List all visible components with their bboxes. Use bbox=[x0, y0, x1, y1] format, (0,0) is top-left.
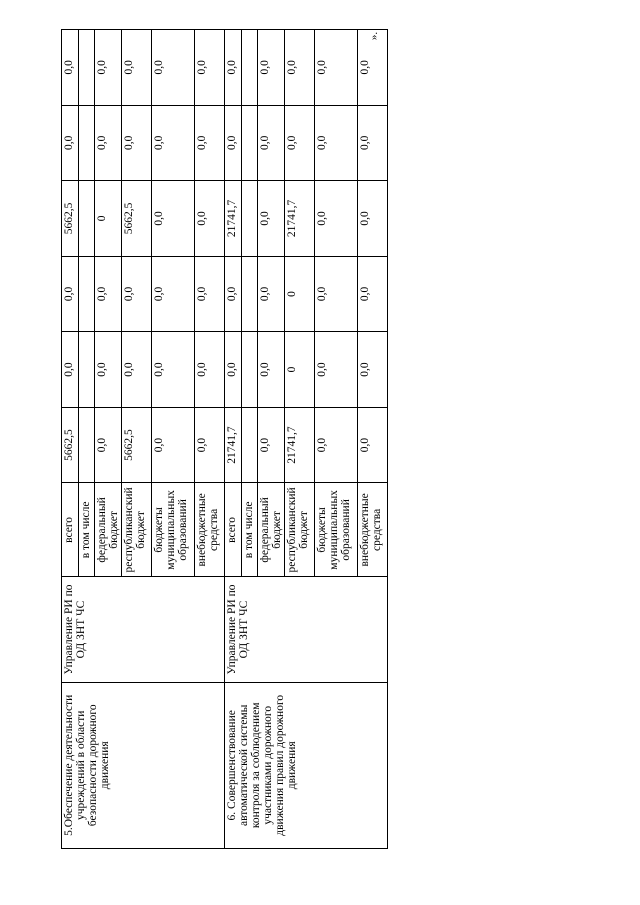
value-cell: 0,0 bbox=[315, 256, 358, 332]
value-cell: 0,0 bbox=[258, 407, 285, 483]
activity-name: 5.Обеспечение деятельности учреждений в области безопасности дорожного движения bbox=[62, 682, 225, 848]
value-cell: 0,0 bbox=[258, 181, 285, 257]
value-cell: 21741,7 bbox=[285, 181, 315, 257]
value-cell: 0,0 bbox=[195, 30, 225, 106]
value-cell: 0,0 bbox=[122, 105, 152, 181]
activity-executor: Управление РИ по ОД ЗНТ ЧС bbox=[62, 577, 225, 682]
value-cell bbox=[242, 256, 258, 332]
value-cell bbox=[242, 407, 258, 483]
value-cell: 0,0 bbox=[152, 256, 195, 332]
table-row bbox=[225, 30, 242, 849]
activity-name: 6. Совершенствование автоматической системы контроля за соблюдением участниками дорожного движения правил дорожного движения bbox=[225, 682, 388, 848]
source-federal-label: федеральный бюджет bbox=[95, 483, 122, 577]
value-cell: 0,0 bbox=[152, 30, 195, 106]
value-cell: 0,0 bbox=[152, 181, 195, 257]
value-cell: 0,0 bbox=[152, 105, 195, 181]
value-cell: 0,0 bbox=[122, 332, 152, 408]
value-cell: 0,0 bbox=[315, 105, 358, 181]
value-cell: 0,0 bbox=[258, 30, 285, 106]
value-cell: 0,0 bbox=[62, 30, 79, 106]
value-cell: 0,0 bbox=[62, 256, 79, 332]
value-cell: 0,0 bbox=[195, 181, 225, 257]
value-cell: 0,0 bbox=[152, 332, 195, 408]
value-cell: 5662,5 bbox=[62, 407, 79, 483]
value-cell: 21741,7 bbox=[225, 407, 242, 483]
closing-quote-mark: ». bbox=[368, 31, 381, 41]
source-republican-label: республиканский бюджет bbox=[122, 483, 152, 577]
value-cell: 0,0 bbox=[315, 407, 358, 483]
value-cell: 0,0 bbox=[95, 30, 122, 106]
activity-executor: Управление РИ по ОД ЗНТ ЧС bbox=[225, 577, 388, 682]
value-cell bbox=[242, 105, 258, 181]
value-cell bbox=[242, 30, 258, 106]
value-cell: 0,0 bbox=[358, 256, 388, 332]
source-including-label: в том числе bbox=[242, 483, 258, 577]
value-cell: 0,0 bbox=[285, 105, 315, 181]
value-cell: 0,0 bbox=[258, 332, 285, 408]
source-extra-label: внебюджетные средства bbox=[195, 483, 225, 577]
value-cell: 0 bbox=[285, 256, 315, 332]
value-cell bbox=[79, 256, 95, 332]
source-municipal-label: бюджеты муниципальных образований bbox=[315, 483, 358, 577]
value-cell: 0,0 bbox=[95, 332, 122, 408]
value-cell: 5662,5 bbox=[122, 407, 152, 483]
source-total-label: всего bbox=[62, 483, 79, 577]
value-cell: 0,0 bbox=[358, 30, 388, 106]
value-cell: 0,0 bbox=[95, 256, 122, 332]
value-cell: 21741,7 bbox=[285, 407, 315, 483]
value-cell: 0,0 bbox=[195, 407, 225, 483]
value-cell: 0,0 bbox=[95, 105, 122, 181]
value-cell: 0,0 bbox=[225, 30, 242, 106]
value-cell: 0,0 bbox=[62, 105, 79, 181]
value-cell: 0,0 bbox=[225, 332, 242, 408]
value-cell: 0,0 bbox=[258, 105, 285, 181]
source-extra-label: внебюджетные средства bbox=[358, 483, 388, 577]
value-cell: 0,0 bbox=[258, 256, 285, 332]
value-cell: 0,0 bbox=[195, 105, 225, 181]
value-cell bbox=[242, 332, 258, 408]
value-cell: 0,0 bbox=[195, 256, 225, 332]
value-cell: 0 bbox=[95, 181, 122, 257]
budget-table bbox=[61, 29, 388, 849]
source-total-label: всего bbox=[225, 483, 242, 577]
value-cell bbox=[79, 105, 95, 181]
value-cell: 0,0 bbox=[122, 30, 152, 106]
value-cell bbox=[79, 332, 95, 408]
value-cell: 0,0 bbox=[358, 105, 388, 181]
value-cell: 0 bbox=[285, 332, 315, 408]
value-cell: 0,0 bbox=[315, 332, 358, 408]
table-row bbox=[62, 30, 79, 849]
value-cell: 0,0 bbox=[358, 181, 388, 257]
value-cell: 0,0 bbox=[122, 256, 152, 332]
value-cell bbox=[242, 181, 258, 257]
value-cell: 0,0 bbox=[225, 256, 242, 332]
value-cell: 0,0 bbox=[315, 181, 358, 257]
source-republican-label: республиканский бюджет bbox=[285, 483, 315, 577]
value-cell: 0,0 bbox=[315, 30, 358, 106]
value-cell: 0,0 bbox=[95, 407, 122, 483]
source-including-label: в том числе bbox=[79, 483, 95, 577]
value-cell bbox=[79, 181, 95, 257]
value-cell: 0,0 bbox=[225, 105, 242, 181]
value-cell: 0,0 bbox=[62, 332, 79, 408]
value-cell: 0,0 bbox=[358, 407, 388, 483]
value-cell: 5662,5 bbox=[122, 181, 152, 257]
value-cell: 0,0 bbox=[195, 332, 225, 408]
value-cell: 0,0 bbox=[358, 332, 388, 408]
value-cell bbox=[79, 407, 95, 483]
value-cell: 0,0 bbox=[152, 407, 195, 483]
value-cell: 0,0 bbox=[285, 30, 315, 106]
value-cell bbox=[79, 30, 95, 106]
value-cell: 5662,5 bbox=[62, 181, 79, 257]
rotated-table-page bbox=[61, 29, 384, 849]
source-federal-label: федеральный бюджет bbox=[258, 483, 285, 577]
value-cell: 21741,7 bbox=[225, 181, 242, 257]
source-municipal-label: бюджеты муниципальных образований bbox=[152, 483, 195, 577]
